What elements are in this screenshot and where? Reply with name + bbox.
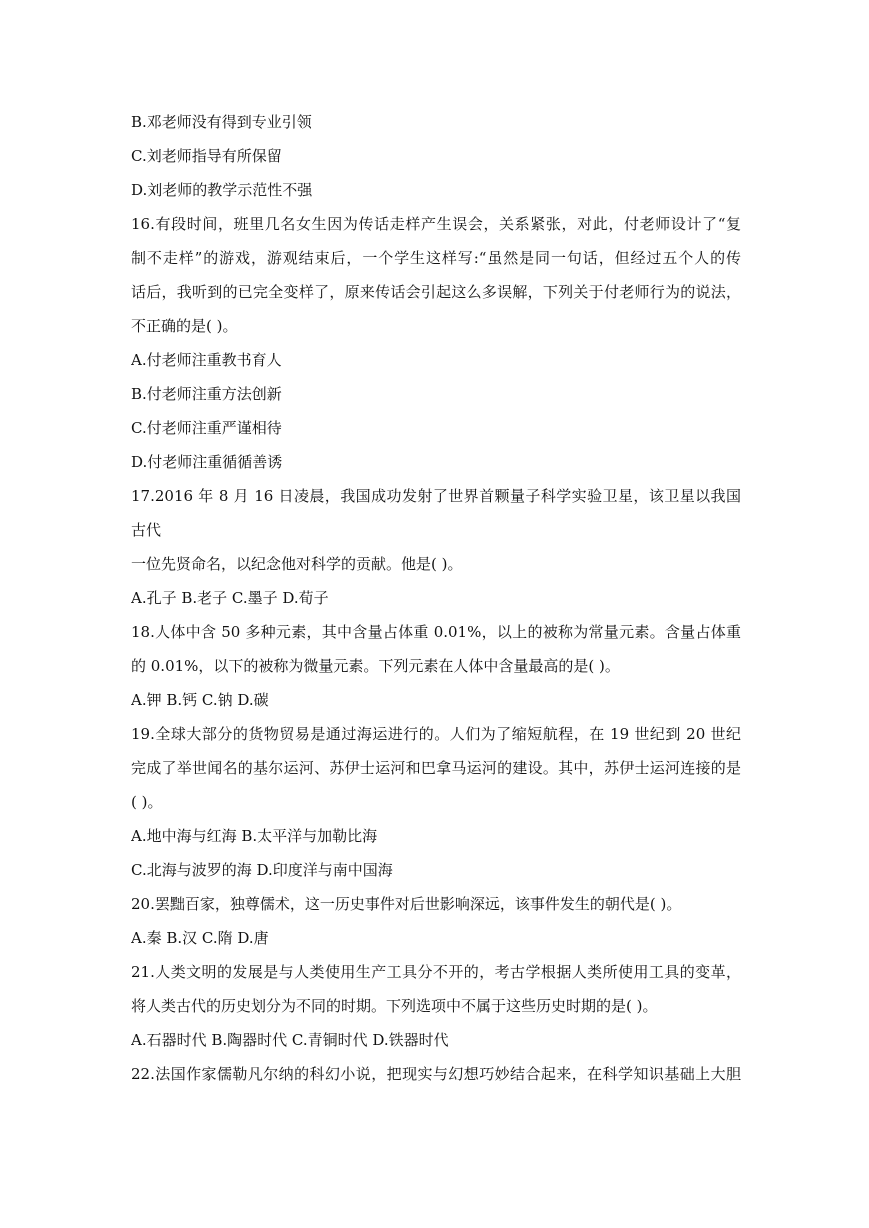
option-line: A.地中海与红海 B.太平洋与加勒比海 xyxy=(131,827,378,845)
option-line: B.邓老师没有得到专业引领 xyxy=(131,113,312,131)
question-18-line-1: 18.人体中含 50 多种元素，其中含量占体重 0.01%，以上的被称为常量元素。含量占体重 xyxy=(131,623,741,641)
question-17-line-2: 古代 xyxy=(131,521,162,539)
question-16-line-3: 话后，我听到的已完全变样了，原来传话会引起这么多误解，下列关于付老师行为的说法， xyxy=(131,283,741,301)
option-line: D.付老师注重循循善诱 xyxy=(131,453,283,471)
question-21-line-2: 将人类古代的历史划分为不同的时期。下列选项中不属于这些历史时期的是( )。 xyxy=(131,997,658,1015)
question-19-line-1: 19.全球大部分的货物贸易是通过海运进行的。人们为了缩短航程，在 19 世纪到 20 世纪 xyxy=(131,725,741,743)
option-line: C.付老师注重严谨相待 xyxy=(131,419,282,437)
question-22-line-1: 22.法国作家儒勒凡尔纳的科幻小说，把现实与幻想巧妙结合起来，在科学知识基础上大胆 xyxy=(131,1065,741,1083)
option-line: A.石器时代 B.陶器时代 C.青铜时代 D.铁器时代 xyxy=(131,1031,449,1049)
question-17-line-1: 17.2016 年 8 月 16 日凌晨，我国成功发射了世界首颗量子科学实验卫星，该卫星以我国 xyxy=(131,487,741,505)
option-line: A.钾 B.钙 C.钠 D.碳 xyxy=(131,691,269,709)
option-line: D.刘老师的教学示范性不强 xyxy=(131,181,313,199)
option-line: C.刘老师指导有所保留 xyxy=(131,147,282,165)
question-16-line-2: 制不走样”的游戏，游观结束后，一个学生这样写:“虽然是同一句话，但经过五个人的传 xyxy=(131,249,741,267)
question-19-line-3: ( )。 xyxy=(131,793,163,811)
option-line: A.秦 B.汉 C.隋 D.唐 xyxy=(131,929,269,947)
option-line: C.北海与波罗的海 D.印度洋与南中国海 xyxy=(131,861,393,879)
question-19-line-2: 完成了举世闻名的基尔运河、苏伊士运河和巴拿马运河的建设。其中，苏伊士运河连接的是 xyxy=(131,759,741,777)
question-17-line-3: 一位先贤命名，以纪念他对科学的贡献。他是( )。 xyxy=(131,555,463,573)
question-18-line-2: 的 0.01%，以下的被称为微量元素。下列元素在人体中含量最高的是( )。 xyxy=(131,657,620,675)
option-line: A.孔子 B.老子 C.墨子 D.荀子 xyxy=(131,589,329,607)
option-line: B.付老师注重方法创新 xyxy=(131,385,282,403)
question-21-line-1: 21.人类文明的发展是与人类使用生产工具分不开的，考古学根据人类所使用工具的变革， xyxy=(131,963,741,981)
question-20-line-1: 20.罢黜百家，独尊儒术，这一历史事件对后世影响深远，该事件发生的朝代是( )。 xyxy=(131,895,682,913)
question-16-line-1: 16.有段时间，班里几名女生因为传话走样产生误会，关系紧张，对此，付老师设计了“复 xyxy=(131,215,741,233)
question-16-line-4: 不正确的是( )。 xyxy=(131,317,238,335)
option-line: A.付老师注重教书育人 xyxy=(131,351,282,369)
